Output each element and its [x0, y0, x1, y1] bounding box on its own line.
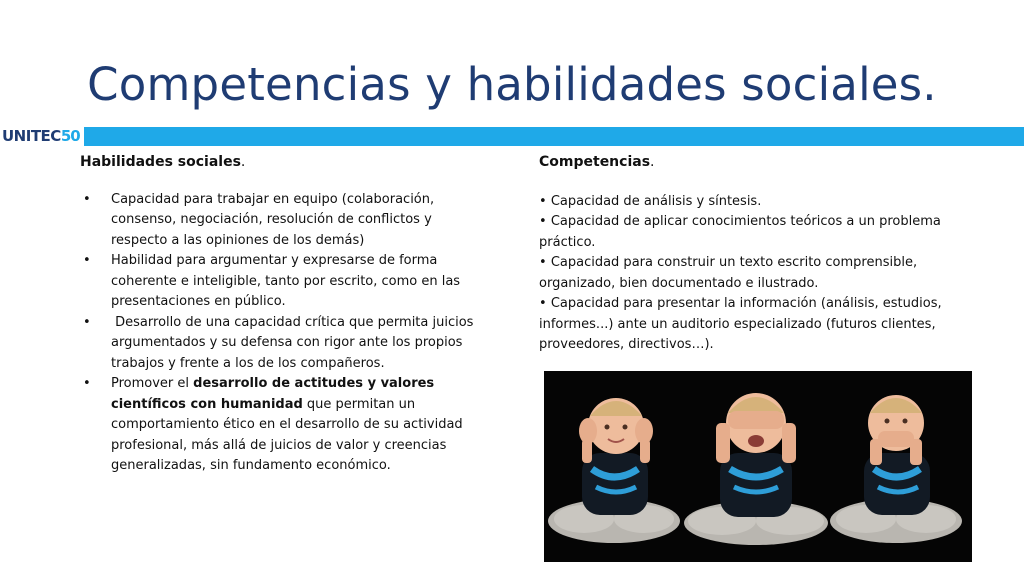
header-band [0, 127, 1024, 146]
logo-text: UNITEC [2, 127, 61, 145]
list-item: • Capacidad para construir un texto escrito comprensible, organizado, bien documentado e ilustrado. [539, 255, 918, 291]
social-skills-column [80, 152, 480, 477]
bullet-icon: • [83, 314, 91, 330]
list-item: • Desarrollo de una capacidad crítica que permita juicios argumentados y su defensa con rigor ante los propios trabajos y frente a los de los compañeros. [83, 314, 478, 371]
children-photo [544, 371, 972, 562]
competencies-column [539, 152, 979, 356]
list-item: • Promover el desarrollo de actitudes y valores científicos con humanidad que permitan un comportamiento ético en el desarrollo de su actividad profesional, más allá de juicios de valor y creencias generalizadas, sin fundamento económico. [83, 376, 463, 473]
social-skills-heading: Habilidades sociales. [80, 154, 246, 170]
bullet-icon: • [83, 253, 91, 268]
slide-title: Competencias y habilidades sociales. [87, 58, 937, 111]
list-item: • Capacidad para trabajar en equipo (colaboración, consenso, negociación, resolución de conflictos y respecto a las opiniones de los demás) [83, 191, 435, 248]
unitec-logo [0, 127, 84, 146]
list-item: • Capacidad para presentar la información (análisis, estudios, informes...) ante un auditorio especializado (futuros clientes, proveedores, directivos…). [539, 296, 942, 352]
bullet-icon: • [539, 193, 547, 209]
children-illustration [544, 371, 972, 562]
list-item: • Habilidad para argumentar y expresarse de forma coherente e inteligible, tanto por escrito, como en las presentaciones en público. [83, 253, 461, 309]
bullet-icon: • [539, 296, 547, 311]
list-item: • Capacidad de análisis y síntesis. [539, 193, 762, 209]
bullet-icon: • [83, 191, 91, 207]
bullet-icon: • [83, 376, 91, 391]
competencies-heading: Competencias. [539, 154, 655, 170]
bullet-icon: • [539, 255, 547, 270]
emphasis-text: desarrollo de actitudes y valores científicos con humanidad [111, 376, 435, 412]
competencies-list [539, 192, 979, 356]
bullet-icon: • [539, 214, 547, 229]
logo-number: 50 [60, 127, 80, 145]
social-skills-list [80, 190, 480, 477]
list-item: • Capacidad de aplicar conocimientos teóricos a un problema práctico. [539, 214, 941, 250]
